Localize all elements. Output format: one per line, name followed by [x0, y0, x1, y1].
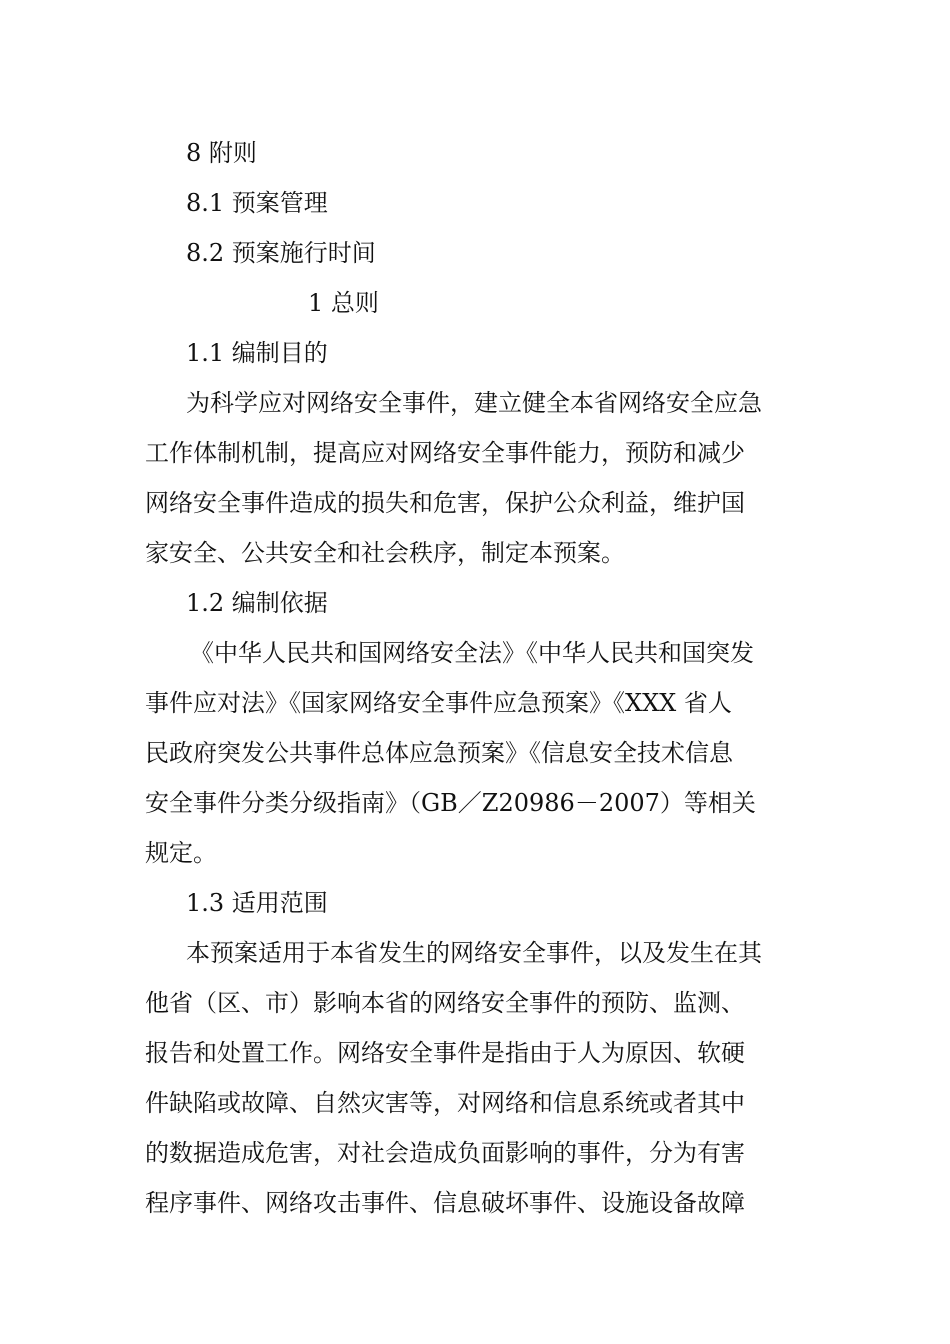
paragraph-line: 报告和处置工作。网络安全事件是指由于人为原因、软硬: [145, 1039, 745, 1067]
paragraph-line: 网络安全事件造成的损失和危害，保护公众利益，维护国: [145, 489, 745, 517]
paragraph-line: 家安全、公共安全和社会秩序，制定本预案。: [145, 539, 625, 567]
paragraph-line: 本预案适用于本省发生的网络安全事件，以及发生在其: [186, 939, 762, 967]
section-heading-1-3: 1.3 适用范围: [186, 889, 328, 917]
paragraph-line: 为科学应对网络安全事件，建立健全本省网络安全应急: [186, 389, 762, 417]
paragraph-line: 《中华人民共和国网络安全法》《中华人民共和国突发: [190, 639, 754, 667]
section-heading-1-1: 1.1 编制目的: [186, 339, 328, 367]
toc-item-8: 8 附则: [186, 139, 257, 167]
paragraph-line: 他省（区、市）影响本省的网络安全事件的预防、监测、: [145, 989, 745, 1017]
paragraph-line: 件缺陷或故障、自然灾害等，对网络和信息系统或者其中: [145, 1089, 745, 1117]
paragraph-line: 程序事件、网络攻击事件、信息破坏事件、设施设备故障: [145, 1189, 745, 1217]
paragraph-line: 安全事件分类分级指南》（GB／Z20986－2007）等相关: [145, 789, 756, 817]
chapter-title: 1 总则: [308, 289, 379, 317]
paragraph-line: 事件应对法》《国家网络安全事件应急预案》《XXX 省人: [145, 689, 732, 717]
paragraph-line: 工作体制机制，提高应对网络安全事件能力，预防和减少: [145, 439, 745, 467]
paragraph-line: 民政府突发公共事件总体应急预案》《信息安全技术信息: [145, 739, 733, 767]
paragraph-line: 规定。: [145, 839, 217, 867]
paragraph-line: 的数据造成危害，对社会造成负面影响的事件，分为有害: [145, 1139, 745, 1167]
document-body: [145, 128, 807, 1228]
section-heading-1-2: 1.2 编制依据: [186, 589, 328, 617]
toc-item-8-2: 8.2 预案施行时间: [186, 239, 376, 267]
toc-item-8-1: 8.1 预案管理: [186, 189, 328, 217]
